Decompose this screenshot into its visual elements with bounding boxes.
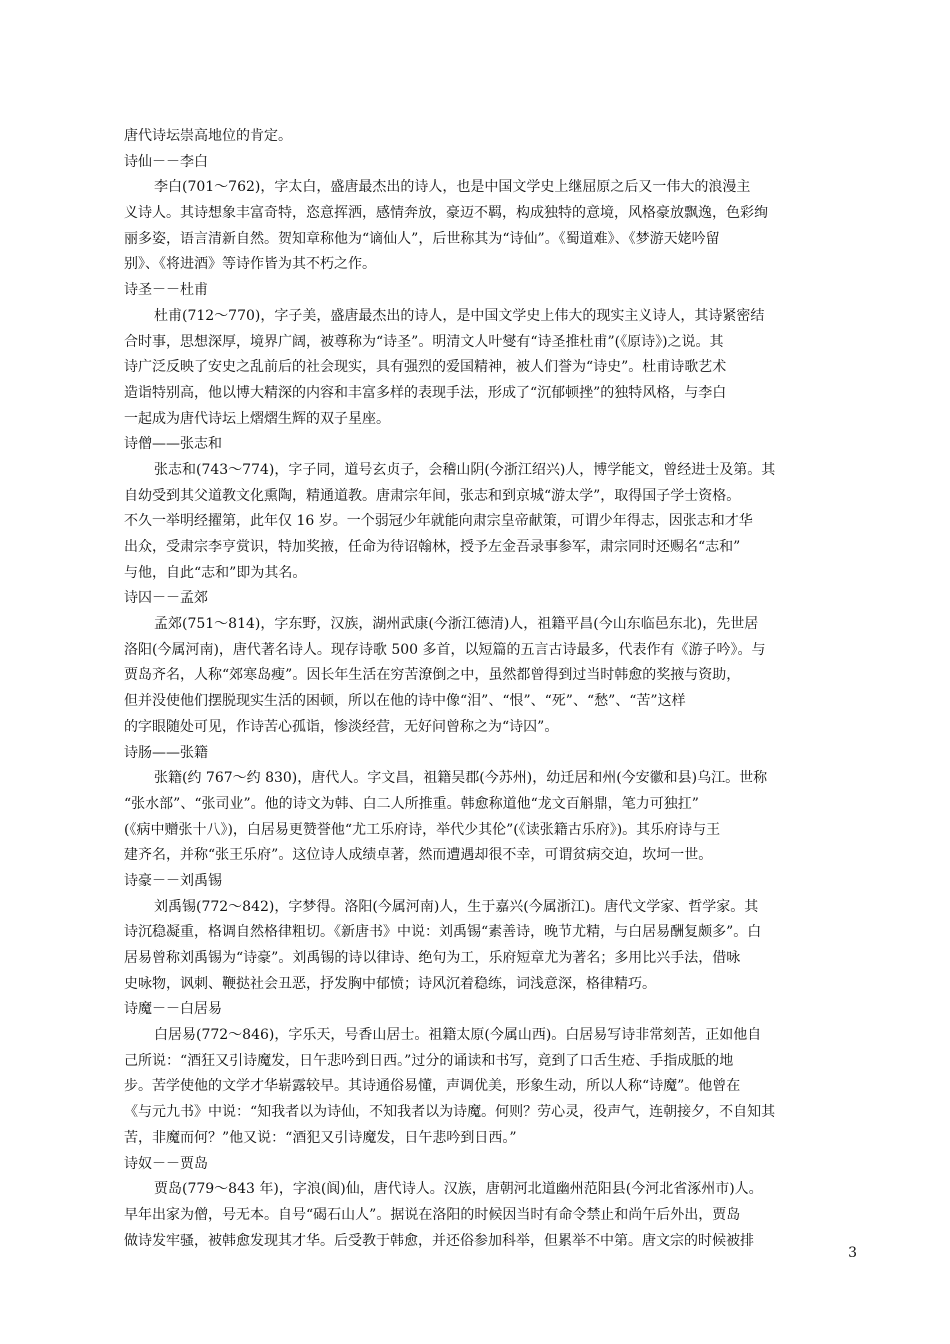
- paragraph-line: 但并没使他们摆脱现实生活的困顿，所以在他的诗中像“泪”、“恨”、“死”、“愁”、“苦”这样: [124, 693, 686, 710]
- paragraph-line: 步。苦学使他的文学才华崭露较早。其诗通俗易懂，声调优美，形象生动，所以人称“诗魔”。他曾在: [124, 1078, 741, 1095]
- section-heading: 诗肠——张籍: [124, 744, 208, 761]
- paragraph-line: 白居易(772～846)，字乐天，号香山居士。祖籍太原(今属山西)。白居易写诗非常刻苦，正如他自: [154, 1027, 762, 1044]
- paragraph-line: (《病中赠张十八》)，白居易更赞誉他“尤工乐府诗，举代少其伦”(《读张籍古乐府》)。其乐府诗与王: [124, 821, 721, 838]
- section-heading: 诗僧——张志和: [124, 436, 222, 453]
- document-body: [124, 124, 861, 1254]
- paragraph-line: 史咏物，讽刺、鞭挞社会丑恶，抒发胸中郁愤；诗风沉着稳练，词浅意深，格律精巧。: [124, 975, 656, 992]
- paragraph-line: 做诗发牢骚，被韩愈发现其才华。后受教于韩愈，并还俗参加科举，但累举不中第。唐文宗的时候被排: [124, 1232, 754, 1249]
- section-heading: 诗仙－－李白: [124, 153, 208, 170]
- paragraph-line: 诗广泛反映了安史之乱前后的社会现实，具有强烈的爱国精神，被人们誉为“诗史”。杜甫诗歌艺术: [124, 359, 727, 376]
- paragraph-line: 自幼受到其父道教文化熏陶，精通道教。唐肃宗年间，张志和到京城“游太学”，取得国子学士资格。: [124, 487, 741, 504]
- paragraph-line: “张水部”、“张司业”。他的诗文为韩、白二人所推重。韩愈称道他“龙文百斛鼎，笔力可独扛”: [124, 795, 699, 812]
- paragraph-line: 义诗人。其诗想象丰富奇特，恣意挥洒，感情奔放，豪迈不羁，构成独特的意境，风格豪放飘逸，色彩绚: [124, 205, 768, 222]
- paragraph-line: 造诣特别高，他以博大精深的内容和丰富多样的表现手法，形成了“沉郁顿挫”的独特风格，与李白: [124, 384, 727, 401]
- paragraph-line: 杜甫(712～770)，字子美，盛唐最杰出的诗人，是中国文学史上伟大的现实主义诗人，其诗紧密结: [154, 307, 765, 324]
- paragraph-line: 不久一举明经擢第，此年仅 16 岁。一个弱冠少年就能向肃宗皇帝献策，可谓少年得志，因张志和才华: [124, 513, 753, 530]
- paragraph-line: 己所说：“酒狂又引诗魔发，日午悲吟到日西。”过分的诵读和书写，竟到了口舌生疮、手指成胝的地: [124, 1052, 734, 1069]
- section-heading: 诗豪－－刘禹锡: [124, 872, 222, 889]
- paragraph-line: 建齐名，并称“张王乐府”。这位诗人成绩卓著，然而遭遇却很不幸，可谓贫病交迫，坎坷一世。: [124, 847, 713, 864]
- paragraph-line: 张籍(约 767～约 830)，唐代人。字文昌，祖籍吴郡(今苏州)，幼迁居和州(今安徽和县)乌江。世称: [154, 770, 768, 787]
- paragraph-line: 别》、《将进酒》等诗作皆为其不朽之作。: [124, 256, 376, 273]
- paragraph-line: 贾岛(779～843 年)，字浪(阆)仙，唐代诗人。汉族，唐朝河北道幽州范阳县(今河北省涿州市)人。: [154, 1181, 763, 1198]
- section-heading: 诗圣－－杜甫: [124, 282, 208, 299]
- paragraph-line: 刘禹锡(772～842)，字梦得。洛阳(今属河南)人，生于嘉兴(今属浙江)。唐代文学家、哲学家。其: [154, 898, 759, 915]
- paragraph-line: 的字眼随处可见，作诗苦心孤诣，惨淡经营，无好问曾称之为“诗囚”。: [124, 718, 559, 735]
- paragraph-line: 张志和(743～774)，字子同，道号玄贞子，会稽山阴(今浙江绍兴)人，博学能文，曾经进士及第。其: [154, 461, 776, 478]
- paragraph-line: 孟郊(751～814)，字东野，汉族，湖州武康(今浙江德清)人，祖籍平昌(今山东临邑东北)，先世居: [154, 616, 759, 633]
- page-number: 3: [848, 1245, 857, 1261]
- paragraph-line: 《与元九书》中说：“知我者以为诗仙，不知我者以为诗魔。何则？劳心灵，役声气，连朝接夕，不自知其: [124, 1104, 776, 1121]
- paragraph-line: 居易曾称刘禹锡为“诗豪”。刘禹锡的诗以律诗、绝句为工，乐府短章尤为著名；多用比兴手法，借咏: [124, 950, 741, 966]
- section-heading: 诗囚－－孟郊: [124, 590, 208, 607]
- paragraph-line: 与他，自此“志和”即为其名。: [124, 564, 307, 581]
- paragraph-line: 李白(701～762)，字太白，盛唐最杰出的诗人，也是中国文学史上继屈原之后又一伟大的浪漫主: [154, 179, 751, 196]
- paragraph-line: 出众，受肃宗李亨赏识，特加奖掖，任命为待诏翰林，授予左金吾录事参军，肃宗同时还赐名“志和”: [124, 539, 741, 555]
- paragraph-line: 早年出家为僧，号无本。自号“碣石山人”。据说在洛阳的时候因当时有命令禁止和尚午后外出，贾岛: [124, 1206, 741, 1223]
- paragraph-line: 合时事，思想深厚，境界广阔，被尊称为“诗圣”。明清文人叶燮有“诗圣推杜甫”(《原诗》)之说。其: [124, 333, 724, 350]
- intro-line: 唐代诗坛崇高地位的肯定。: [124, 128, 292, 144]
- sections: [124, 150, 861, 1255]
- paragraph-line: 苦，非魔而何？”他又说：“酒犯又引诗魔发，日午悲吟到日西。”: [124, 1129, 517, 1146]
- paragraph-line: 丽多姿，语言清新自然。贺知章称他为“谪仙人”，后世称其为“诗仙”。《蜀道难》、《梦游天姥吟留: [124, 230, 720, 247]
- section-heading: 诗奴－－贾岛: [124, 1155, 208, 1172]
- section-heading: 诗魔－－白居易: [124, 1001, 222, 1018]
- paragraph-line: 洛阳(今属河南)，唐代著名诗人。现存诗歌 500 多首，以短篇的五言古诗最多，代表作有《游子吟》。与: [124, 641, 766, 658]
- paragraph-line: 诗沉稳凝重，格调自然格律粗切。《新唐书》中说：刘禹锡“素善诗，晚节尤精，与白居易酬复颇多”。白: [124, 924, 762, 941]
- paragraph-line: 贾岛齐名，人称“郊寒岛瘦”。因长年生活在穷苦潦倒之中，虽然都曾得到过当时韩愈的奖掖与资助，: [124, 667, 741, 684]
- paragraph-line: 一起成为唐代诗坛上熠熠生辉的双子星座。: [124, 410, 390, 427]
